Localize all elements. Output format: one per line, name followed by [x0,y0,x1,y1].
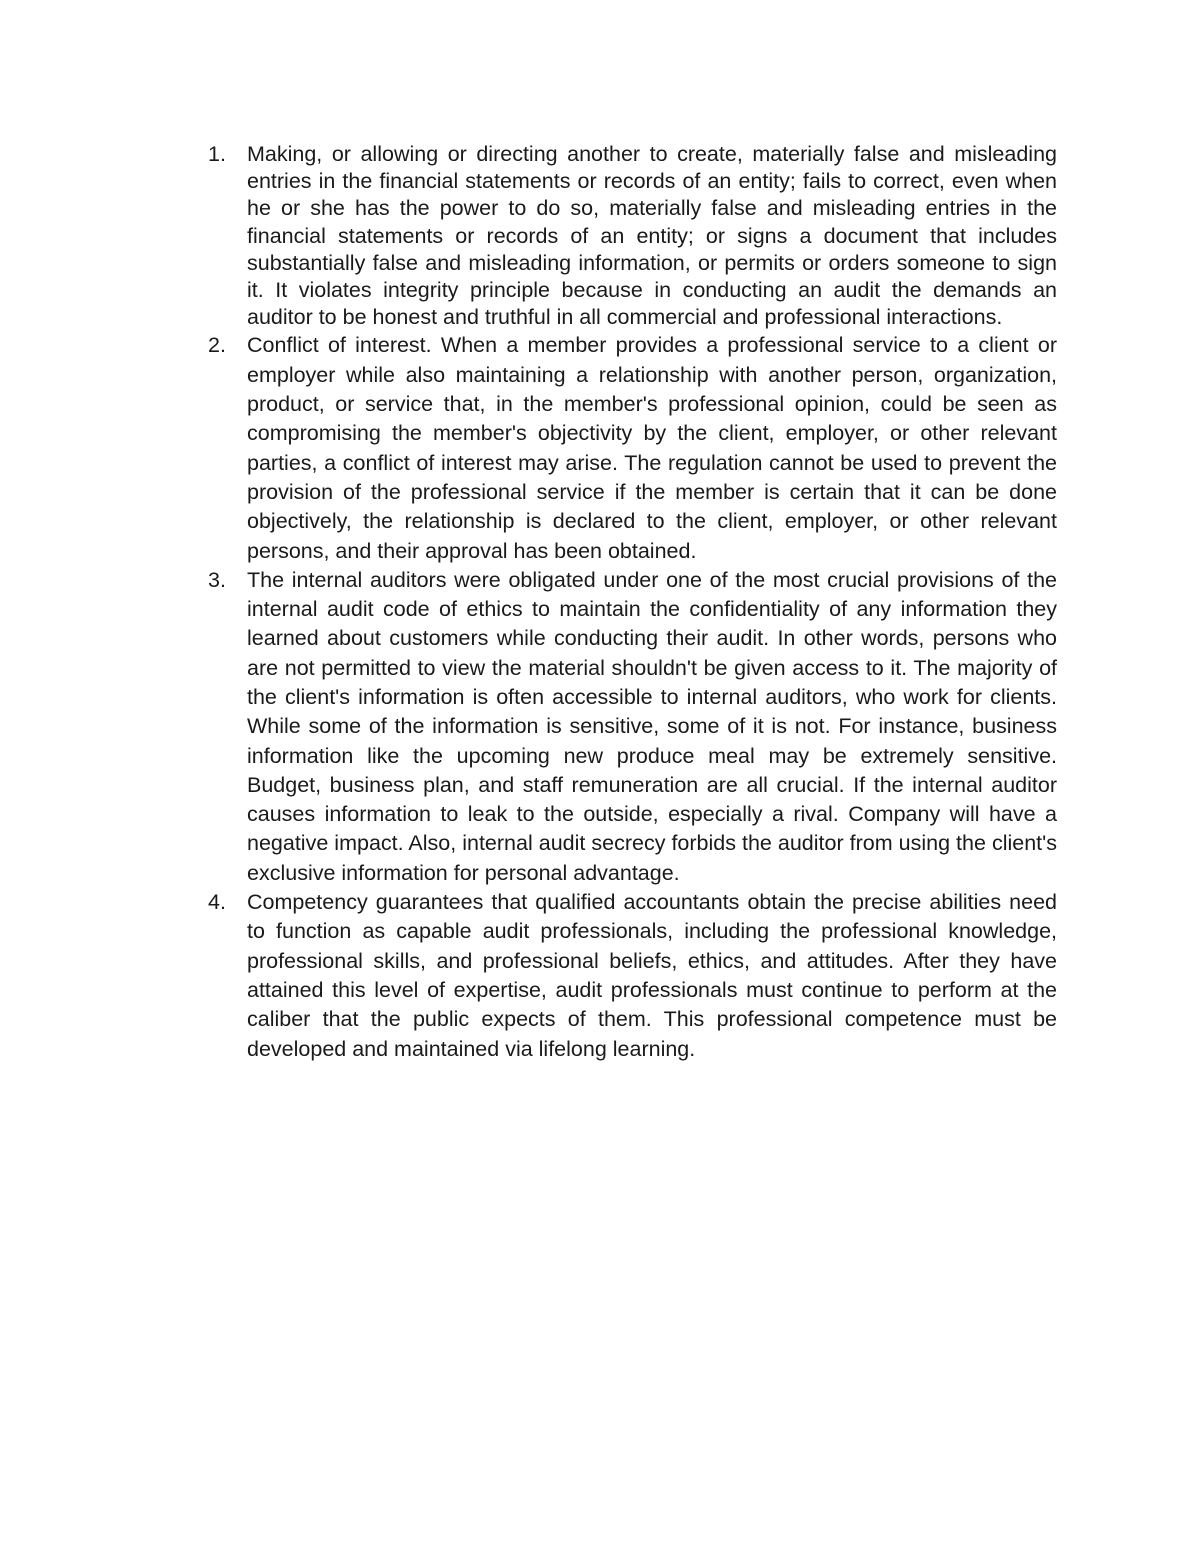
item-text: Conflict of interest. When a member provides a professional service to a client or employer while also maintaining a relationship with another person, organization, product, or service that, in the member's professional opinion, could be seen as compromising the member's objectivity by the client, employer, or other relevant parties, a conflict of interest may arise. The regulation cannot be used to prevent the provision of the professional service if the member is certain that it can be done objectively, the relationship is declared to the client, employer, or other relevant persons, and their approval has been obtained. [247,333,1057,563]
item-number: 4. [208,890,226,915]
item-text: The internal auditors were obligated under one of the most crucial provisions of the internal audit code of ethics to maintain the confidentiality of any information they learned about customers while conducting their audit. In other words, persons who are not permitted to view the material shouldn't be given access to it. The majority of the client's information is often accessible to internal auditors, who work for clients. While some of the information is sensitive, some of it is not. For instance, business information like the upcoming new produce meal may be extremely sensitive. Budget, business plan, and staff remuneration are all crucial. If the internal auditor causes information to leak to the outside, especially a rival. Company will have a negative impact. Also, internal audit secrecy forbids the auditor from using the client's exclusive information for personal advantage. [247,567,1057,885]
item-number: 1. [208,142,226,166]
item-text: Competency guarantees that qualified accountants obtain the precise abilities need to function as capable audit professionals, including the professional knowledge, professional skills, and professional beliefs, ethics, and attitudes. After they have attained this level of expertise, audit professionals must continue to perform at the caliber that the public expects of them. This professional competence must be developed and maintained via lifelong learning. [247,890,1057,1061]
list-item [205,331,1057,565]
item-number: 3. [208,567,226,592]
list-item [205,141,1057,331]
list-item [205,888,1057,1064]
item-number: 2. [208,333,226,358]
numbered-answer-list [205,141,1057,1064]
item-text: Making, or allowing or directing another to create, materially false and misleading entries in the financial statements or records of an entity; fails to correct, even when he or she has the power to do so, materially false and misleading entries in the financial statements or records of an entity; or signs a document that includes substantially false and misleading information, or permits or orders someone to sign it. It violates integrity principle because in conducting an audit the demands an auditor to be honest and truthful in all commercial and professional interactions. [247,142,1057,330]
list-item [205,566,1057,888]
